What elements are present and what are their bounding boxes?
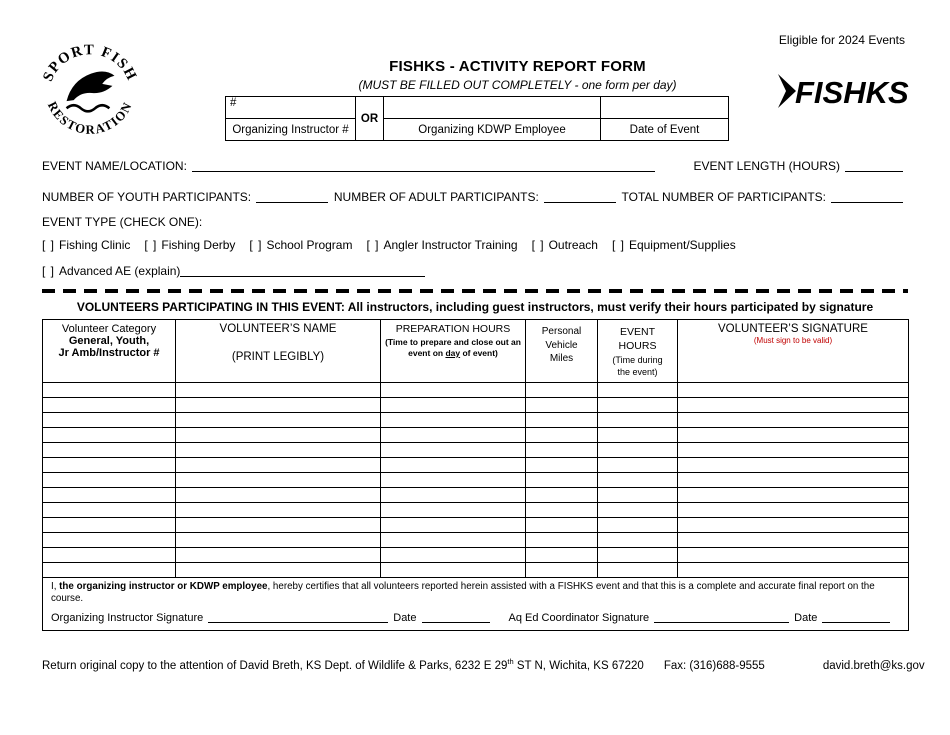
volunteer-empty-row	[43, 382, 909, 397]
prep-sub-post: of event)	[460, 348, 498, 359]
volunteer-empty-cell	[678, 487, 909, 502]
volunteer-empty-cell	[678, 382, 909, 397]
option-school-program	[249, 238, 352, 252]
volunteer-empty-cell	[526, 457, 598, 472]
instructor-number-field: #	[226, 97, 356, 119]
eligible-note: Eligible for 2024 Events	[778, 33, 905, 47]
prep-sub	[383, 337, 523, 359]
volunteer-empty-cell	[43, 547, 176, 562]
certification-text-bold: the organizing instructor or KDWP employee	[59, 580, 268, 592]
volunteer-empty-cell	[526, 427, 598, 442]
volunteer-empty-row	[43, 412, 909, 427]
volunteer-empty-cell	[43, 427, 176, 442]
sport-fish-restoration-emblem	[36, 38, 144, 146]
volunteer-empty-cell	[176, 562, 381, 577]
name-sub: (PRINT LEGIBLY)	[231, 351, 325, 363]
volunteer-empty-cell	[43, 532, 176, 547]
sport-fish-arc-text: SPORT FISH	[40, 42, 140, 84]
form-body	[42, 155, 925, 673]
sport-fish-restoration-logo	[36, 38, 144, 146]
certification-text-post: , hereby certifies that all volunteers reported herein assisted with a FISHKS event and that this is a complete and accurate final report on the course.	[51, 580, 875, 605]
fish-tail-icon	[778, 74, 796, 108]
kdwp-employee-field	[384, 97, 601, 119]
volunteer-empty-cell	[381, 532, 526, 547]
volunteer-empty-cell	[43, 412, 176, 427]
volunteer-empty-row	[43, 397, 909, 412]
volunteer-empty-cell	[598, 412, 678, 427]
volunteer-empty-cell	[678, 562, 909, 577]
event-length-blank	[845, 160, 903, 172]
volunteer-empty-cell	[678, 457, 909, 472]
certification-text-pre: I,	[51, 580, 60, 592]
volunteer-empty-cell	[176, 457, 381, 472]
svg-text:RESTORATION	[45, 99, 135, 137]
volunteer-empty-cell	[381, 397, 526, 412]
column-preparation-hours	[381, 320, 526, 383]
volunteer-empty-cell	[526, 442, 598, 457]
category-title: Volunteer Category	[61, 323, 157, 335]
fishks-logo	[776, 66, 910, 116]
volunteer-empty-cell	[176, 427, 381, 442]
leaping-fish-icon	[67, 72, 115, 112]
volunteer-empty-row	[43, 532, 909, 547]
aq-ed-coordinator-signature-label: Aq Ed Coordinator Signature	[508, 612, 650, 625]
volunteer-empty-cell	[526, 397, 598, 412]
volunteer-empty-row	[43, 442, 909, 457]
adult-participants-label: NUMBER OF ADULT PARTICIPANTS:	[333, 190, 539, 204]
fishks-logo-graphic	[776, 66, 910, 116]
return-instructions	[42, 657, 644, 672]
volunteer-empty-cell	[381, 502, 526, 517]
option-equipment-supplies	[612, 238, 736, 252]
date-label-1: Date	[393, 612, 417, 625]
volunteer-empty-cell	[678, 427, 909, 442]
certification-text	[51, 581, 900, 606]
volunteer-empty-cell	[43, 517, 176, 532]
option-fishing-clinic	[42, 238, 130, 252]
total-participants-group	[622, 190, 908, 204]
coordinator-signature-blank	[654, 612, 789, 623]
volunteer-empty-cell	[43, 457, 176, 472]
volunteer-empty-cell	[526, 532, 598, 547]
volunteer-empty-cell	[176, 397, 381, 412]
participants-line	[42, 186, 908, 204]
volunteer-empty-cell	[176, 487, 381, 502]
volunteer-empty-cell	[678, 472, 909, 487]
name-title: VOLUNTEER’S NAME	[219, 323, 337, 335]
fishks-logo-text: FISHKS	[795, 75, 909, 110]
checkbox-icon: [ ]	[144, 238, 158, 252]
volunteer-empty-row	[43, 472, 909, 487]
volunteer-empty-cell	[43, 487, 176, 502]
volunteer-empty-cell	[381, 412, 526, 427]
volunteer-empty-cell	[526, 517, 598, 532]
signature-title: VOLUNTEER’S SIGNATURE	[718, 323, 868, 335]
option-label: School Program	[266, 238, 353, 252]
checkbox-icon: [ ]	[249, 238, 263, 252]
column-volunteer-signature	[678, 320, 909, 383]
vehicle-title: Personal Vehicle Miles	[541, 326, 582, 364]
volunteer-empty-cell	[381, 382, 526, 397]
option-label: Fishing Clinic	[59, 238, 131, 252]
form-subtitle: (MUST BE FILLED OUT COMPLETELY - one form per day)	[358, 78, 677, 92]
volunteer-empty-cell	[526, 412, 598, 427]
organizing-instructor-label: Organizing Instructor #	[226, 119, 356, 141]
volunteer-empty-cell	[526, 547, 598, 562]
date-blank-1	[422, 612, 490, 623]
volunteer-empty-cell	[381, 562, 526, 577]
advanced-ae-line	[42, 260, 908, 278]
restoration-arc-text: RESTORATION	[44, 99, 136, 137]
volunteer-empty-cell	[43, 472, 176, 487]
volunteer-empty-cell	[526, 487, 598, 502]
volunteer-empty-cell	[43, 562, 176, 577]
advanced-ae-label: Advanced AE (explain)	[59, 264, 181, 278]
date-of-event-field	[601, 97, 729, 119]
volunteers-table	[42, 319, 909, 631]
volunteer-empty-cell	[43, 442, 176, 457]
organizing-kdwp-label: Organizing KDWP Employee	[384, 119, 601, 141]
ordinal-suffix: th	[507, 657, 514, 667]
form-title: FISHKS - ACTIVITY REPORT FORM	[389, 58, 646, 75]
volunteer-empty-cell	[598, 427, 678, 442]
option-label: Fishing Derby	[161, 238, 236, 252]
advanced-ae-blank	[180, 265, 425, 277]
prep-sub-day: day	[445, 348, 461, 359]
volunteer-empty-cell	[598, 532, 678, 547]
volunteer-empty-cell	[598, 547, 678, 562]
volunteer-empty-cell	[598, 502, 678, 517]
footer-line	[42, 657, 925, 673]
adult-participants-blank	[544, 191, 616, 203]
prep-title: PREPARATION HOURS	[395, 323, 511, 335]
volunteer-empty-row	[43, 547, 909, 562]
volunteer-empty-cell	[176, 382, 381, 397]
organizer-input-row	[226, 97, 729, 119]
youth-participants-blank	[256, 191, 328, 203]
option-outreach	[532, 238, 598, 252]
category-sub-2: Jr Amb/Instructor #	[58, 347, 160, 359]
signature-sub: (Must sign to be valid)	[753, 336, 833, 345]
organizer-label-row	[226, 119, 729, 141]
date-blank-2	[822, 612, 890, 623]
event-length-label: EVENT LENGTH (HOURS)	[693, 159, 840, 173]
total-participants-blank	[831, 191, 903, 203]
organizer-info-table	[225, 96, 729, 141]
event-name-blank	[192, 160, 655, 172]
volunteer-rows	[43, 382, 909, 577]
volunteer-empty-cell	[598, 562, 678, 577]
volunteer-empty-cell	[678, 442, 909, 457]
date-of-event-label: Date of Event	[601, 119, 729, 141]
volunteer-empty-cell	[176, 517, 381, 532]
volunteers-header-row	[43, 320, 909, 383]
volunteer-empty-cell	[176, 412, 381, 427]
column-event-hours	[598, 320, 678, 383]
volunteer-empty-cell	[598, 517, 678, 532]
volunteer-empty-cell	[176, 502, 381, 517]
volunteer-empty-row	[43, 502, 909, 517]
volunteer-empty-cell	[678, 502, 909, 517]
option-fishing-derby	[144, 238, 235, 252]
certification-row	[43, 577, 909, 630]
event-type-label: EVENT TYPE (CHECK ONE):	[42, 215, 203, 229]
fax-number: Fax: (316)688-9555	[663, 660, 765, 673]
volunteer-empty-cell	[526, 502, 598, 517]
volunteer-empty-cell	[381, 457, 526, 472]
event-name-location-label: EVENT NAME/LOCATION:	[42, 159, 187, 173]
event-hours-title: EVENT HOURS	[618, 326, 657, 353]
volunteer-empty-cell	[678, 547, 909, 562]
volunteer-empty-cell	[598, 472, 678, 487]
prep-sub-pre: (Time to prepare and close out an event on	[385, 337, 521, 359]
volunteer-empty-row	[43, 562, 909, 577]
volunteer-empty-cell	[598, 442, 678, 457]
volunteer-empty-cell	[526, 382, 598, 397]
option-angler-instructor-training	[366, 238, 517, 252]
checkbox-icon: [ ]	[366, 238, 380, 252]
volunteer-empty-cell	[526, 562, 598, 577]
column-volunteer-category	[43, 320, 176, 383]
column-vehicle-miles	[526, 320, 598, 383]
volunteer-empty-cell	[176, 532, 381, 547]
volunteer-empty-cell	[381, 427, 526, 442]
date-label-2: Date	[794, 612, 818, 625]
event-type-options	[42, 236, 908, 252]
volunteer-empty-row	[43, 457, 909, 472]
volunteer-empty-cell	[678, 397, 909, 412]
or-label: OR	[356, 97, 384, 141]
volunteer-empty-cell	[43, 397, 176, 412]
organizing-instructor-signature-label: Organizing Instructor Signature	[51, 612, 204, 625]
organizing-instructor-signature-blank	[208, 612, 388, 623]
volunteer-empty-cell	[598, 397, 678, 412]
total-participants-label: TOTAL NUMBER OF PARTICIPANTS:	[621, 190, 826, 204]
return-text-post: ST N, Wichita, KS 67220	[513, 660, 644, 673]
checkbox-icon: [ ]	[42, 238, 56, 252]
dashed-divider	[42, 289, 908, 293]
category-sub-1: General, Youth,	[68, 335, 150, 347]
volunteer-empty-cell	[176, 547, 381, 562]
checkbox-icon: [ ]	[611, 238, 625, 252]
youth-participants-label: NUMBER OF YOUTH PARTICIPANTS:	[42, 190, 252, 204]
checkbox-icon: [ ]	[42, 264, 56, 278]
volunteer-empty-cell	[176, 472, 381, 487]
volunteer-empty-cell	[176, 442, 381, 457]
volunteer-empty-cell	[43, 502, 176, 517]
volunteer-empty-cell	[598, 457, 678, 472]
volunteer-empty-cell	[381, 472, 526, 487]
volunteer-empty-cell	[381, 517, 526, 532]
option-label: Angler Instructor Training	[383, 238, 518, 252]
checkbox-icon: [ ]	[531, 238, 545, 252]
signature-line	[51, 612, 900, 624]
volunteers-heading: VOLUNTEERS PARTICIPATING IN THIS EVENT: All instructors, including guest instructors, must verify their hours participated by signature	[76, 300, 874, 314]
return-text: Return original copy to the attention of David Breth, KS Dept. of Wildlife & Parks, 6232 E 29	[42, 660, 508, 673]
volunteer-empty-cell	[598, 382, 678, 397]
volunteer-empty-row	[43, 487, 909, 502]
volunteer-empty-row	[43, 427, 909, 442]
volunteer-empty-cell	[381, 487, 526, 502]
volunteer-empty-cell	[381, 442, 526, 457]
youth-participants-group	[42, 190, 333, 204]
adult-participants-group	[334, 190, 621, 204]
volunteer-empty-cell	[678, 532, 909, 547]
volunteer-empty-cell	[678, 412, 909, 427]
event-hours-sub: (Time during the event)	[612, 355, 663, 378]
column-volunteer-name	[176, 320, 381, 383]
option-label: Outreach	[548, 238, 598, 252]
volunteer-empty-cell	[526, 472, 598, 487]
option-label: Equipment/Supplies	[628, 238, 736, 252]
volunteer-empty-cell	[678, 517, 909, 532]
volunteer-empty-cell	[598, 487, 678, 502]
volunteer-empty-cell	[381, 547, 526, 562]
volunteer-empty-row	[43, 517, 909, 532]
certification-block	[43, 577, 909, 630]
volunteer-empty-cell	[43, 382, 176, 397]
event-name-line	[42, 155, 908, 173]
contact-email: david.breth@ks.gov	[822, 660, 925, 673]
